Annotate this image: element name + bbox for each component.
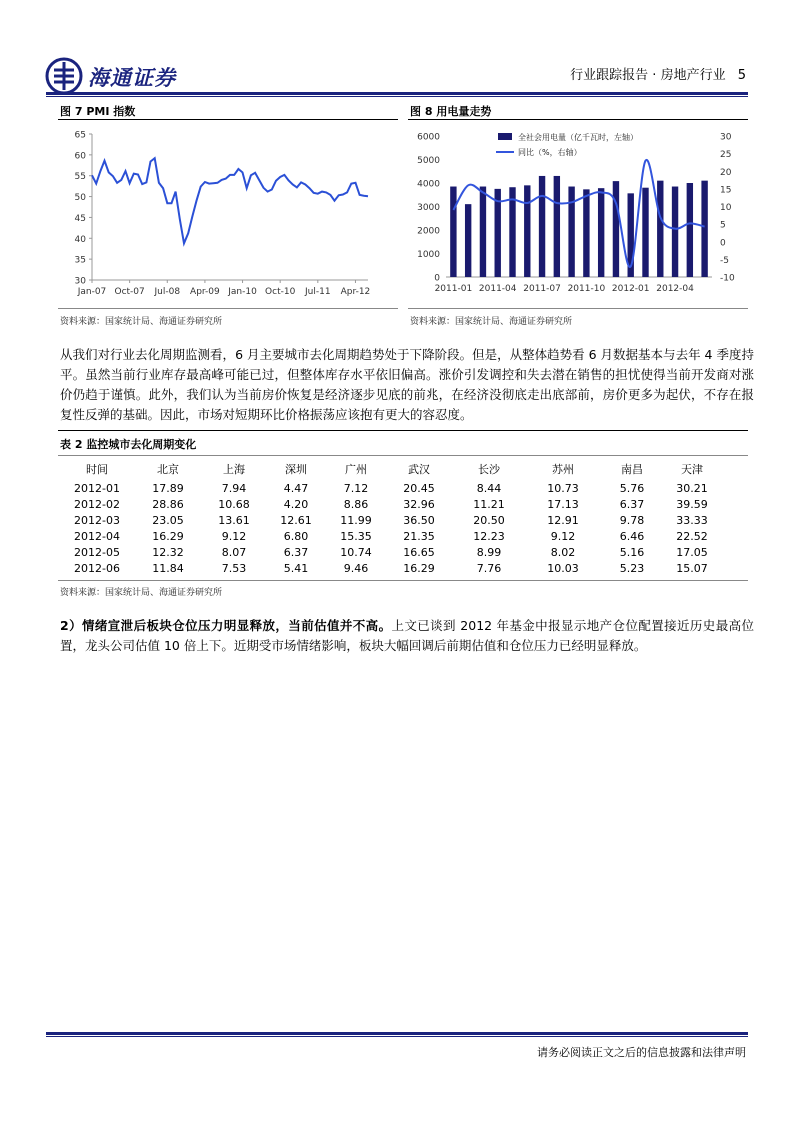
table-cell: 10.68	[218, 497, 250, 511]
y-tick-label: 30	[74, 276, 86, 287]
table-header-cell: 南昌	[621, 463, 643, 476]
table-cell: 5.23	[619, 561, 645, 575]
table-cell: 6.37	[283, 545, 309, 559]
legend-bar-swatch	[498, 133, 512, 140]
table-cell: 12.91	[547, 513, 579, 527]
y-left-tick-label: 0	[434, 273, 440, 284]
x-tick-label: Jan-07	[77, 287, 107, 297]
x-tick-label: 2012-04	[656, 284, 694, 294]
table-header-cell: 深圳	[285, 463, 307, 476]
electricity-bar	[613, 181, 619, 277]
electricity-bar	[598, 188, 604, 277]
table-cell: 13.61	[218, 513, 250, 527]
table-cell: 16.29	[152, 529, 184, 543]
table-header-cell: 天津	[681, 463, 703, 476]
table-cell: 20.45	[403, 481, 435, 495]
table2-title-rule	[58, 455, 748, 456]
x-tick-label: 2011-04	[478, 284, 517, 294]
table-cell: 4.47	[283, 481, 309, 495]
table-cell: 7.94	[221, 481, 247, 495]
y-right-tick-label: -5	[720, 255, 729, 266]
footer-divider	[46, 1032, 748, 1035]
table-cell: 39.59	[676, 497, 708, 511]
table-cell: 8.86	[343, 497, 369, 511]
legend-bar-label: 全社会用电量（亿千瓦时，左轴）	[518, 133, 638, 142]
electricity-bar	[642, 188, 648, 277]
table2-title: 表 2 监控城市去化周期变化	[60, 438, 197, 451]
table-cell: 7.53	[221, 561, 247, 575]
table-cell: 5.41	[283, 561, 309, 575]
fig8-source: 资料来源：国家统计局、海通证券研究所	[410, 317, 573, 327]
electricity-bar	[480, 187, 486, 277]
table-cell: 6.37	[619, 497, 645, 511]
table-header-row	[60, 458, 720, 480]
table-cell: 17.13	[547, 497, 579, 511]
electricity-bar	[657, 181, 663, 277]
table-cell: 4.20	[283, 497, 309, 511]
electricity-bar	[583, 189, 589, 277]
x-tick-label: Jul-11	[305, 287, 331, 297]
y-tick-label: 55	[74, 172, 86, 183]
table-cell: 8.99	[476, 545, 502, 559]
header-title	[570, 64, 746, 83]
table-header-cell: 时间	[86, 463, 108, 476]
x-tick-label: Jul-08	[154, 287, 181, 297]
table-row	[60, 560, 720, 576]
table-cell: 8.07	[221, 545, 247, 559]
fig7-source: 资料来源：国家统计局、海通证券研究所	[60, 317, 223, 327]
table-cell: 36.50	[403, 513, 435, 527]
table2-bottom-rule	[58, 580, 748, 581]
y-tick-label: 45	[74, 213, 86, 224]
logo-text: 海通证券	[88, 66, 176, 90]
y-right-tick-label: 15	[720, 185, 732, 196]
table-cell: 30.21	[676, 481, 708, 495]
table-cell: 20.50	[473, 513, 505, 527]
electricity-bar	[672, 187, 678, 277]
table-row	[60, 480, 720, 496]
fig7-top-rule	[58, 119, 398, 120]
table-cell: 5.76	[619, 481, 645, 495]
page-number: 5	[737, 68, 746, 83]
table-cell: 2012-03	[74, 513, 120, 527]
table-cell: 16.65	[403, 545, 435, 559]
y-right-tick-label: -10	[720, 273, 735, 284]
pmi-series-line	[92, 158, 368, 243]
body-paragraph-1: 从我们对行业去化周期监测看，6 月主要城市去化周期趋势处于下降阶段。但是，从整体趋势看 6 月数据基本与去年 4 季度持平。虽然当前行业库存最高峰可能已过，但整体库存水平依旧偏高。涨价引发调控和失去潜在销售的担忧使得当前开发商对涨价仍趋于谨慎。此外，我们认为当前房价恢复是经济逐步见底的前兆，在经济没彻底走出底部前，房价更多为起伏，不存在报复性反弹的基础。因此，市场对短期环比价格振荡应该抱有更大的容忍度。	[60, 347, 754, 422]
table-cell: 33.33	[676, 513, 708, 527]
table-cell: 16.29	[403, 561, 435, 575]
table-cell: 2012-06	[74, 561, 120, 575]
electricity-bar	[539, 176, 545, 277]
table-cell: 7.12	[343, 481, 369, 495]
y-left-tick-label: 5000	[417, 156, 440, 166]
y-tick-label: 65	[74, 130, 86, 141]
y-right-tick-label: 25	[720, 150, 732, 161]
fig8-top-rule	[408, 119, 748, 120]
x-tick-label: 2011-01	[434, 284, 473, 294]
y-right-tick-label: 0	[720, 238, 726, 249]
table-cell: 12.32	[152, 545, 184, 559]
y-right-tick-label: 30	[720, 132, 732, 143]
y-right-tick-label: 20	[720, 167, 732, 178]
electricity-bar	[524, 185, 530, 277]
table-cell: 11.84	[152, 561, 184, 575]
electricity-bar	[554, 176, 560, 277]
footer-divider-thin	[46, 1036, 748, 1037]
y-tick-label: 60	[74, 151, 86, 162]
table-header-cell: 苏州	[552, 463, 574, 476]
table-cell: 10.74	[340, 545, 372, 559]
table-row	[60, 496, 720, 512]
table-cell: 2012-04	[74, 529, 120, 543]
legend-line-label: 同比（%，右轴）	[518, 148, 582, 157]
electricity-bar	[701, 181, 707, 277]
yoy-series-line	[453, 160, 704, 267]
x-tick-label: Jan-10	[228, 287, 257, 297]
table-header-cell: 广州	[345, 463, 367, 476]
y-right-tick-label: 10	[720, 203, 732, 213]
table-cell: 6.46	[619, 529, 645, 543]
table-cell: 10.73	[547, 481, 579, 495]
y-tick-label: 40	[74, 234, 86, 245]
table-header-cell: 长沙	[478, 463, 500, 476]
fig7-title: 图 7 PMI 指数	[60, 105, 136, 118]
table-cell: 12.23	[473, 529, 505, 543]
table-cell: 15.07	[676, 561, 708, 575]
table-cell: 21.35	[403, 529, 435, 543]
city-destocking-table	[60, 458, 720, 576]
table-cell: 10.03	[547, 561, 579, 575]
table-cell: 5.16	[619, 545, 645, 559]
table-header-cell: 武汉	[408, 463, 430, 476]
table-header-cell: 北京	[157, 463, 179, 476]
table-cell: 15.35	[340, 529, 372, 543]
table-cell: 32.96	[403, 497, 435, 511]
table-cell: 2012-05	[74, 545, 120, 559]
report-title: 行业跟踪报告 · 房地产行业	[570, 68, 726, 83]
table-row	[60, 528, 720, 544]
table-cell: 8.02	[550, 545, 576, 559]
paragraph-2-text: 上文已谈到 2012 年基金中报显示地产仓位配置接近历史最高位置，龙头公司估值 10 倍上下。近期受市场情绪影响，板块大幅回调后前期估值和仓位压力已经明显释放。	[60, 618, 754, 653]
header-divider-thin	[46, 96, 748, 97]
x-tick-label: Oct-07	[114, 287, 145, 297]
electricity-bar	[568, 187, 574, 277]
electricity-bar	[465, 204, 471, 277]
table-cell: 12.61	[280, 513, 312, 527]
table-row	[60, 544, 720, 560]
fig8-title: 图 8 用电量走势	[410, 105, 492, 118]
table2-source: 资料来源：国家统计局、海通证券研究所	[60, 588, 223, 598]
header-divider	[46, 92, 748, 95]
table-cell: 17.05	[676, 545, 708, 559]
table-cell: 11.99	[340, 513, 372, 527]
fig8-bottom-rule	[408, 308, 748, 309]
y-left-tick-label: 1000	[417, 250, 440, 260]
table-cell: 9.46	[343, 561, 369, 575]
company-logo	[44, 56, 204, 96]
y-left-tick-label: 6000	[417, 132, 440, 143]
table-cell: 2012-01	[74, 481, 120, 495]
fig7-bottom-rule	[58, 308, 398, 309]
table-header-cell: 上海	[223, 463, 245, 476]
table-row	[60, 512, 720, 528]
table-cell: 9.12	[221, 529, 247, 543]
table-cell: 9.78	[619, 513, 645, 527]
x-tick-label: Apr-09	[190, 287, 220, 297]
y-left-tick-label: 3000	[417, 203, 440, 213]
footer-disclaimer: 请务必阅读正文之后的信息披露和法律声明	[537, 1046, 746, 1059]
x-tick-label: 2012-01	[611, 284, 650, 294]
y-tick-label: 50	[74, 193, 86, 204]
electricity-chart	[408, 122, 748, 304]
body-paragraph-2	[60, 616, 754, 656]
table-cell: 22.52	[676, 529, 708, 543]
paragraph-2-lead: 2）情绪宣泄后板块仓位压力明显释放，当前估值并不高。	[60, 618, 392, 633]
x-tick-label: 2011-10	[567, 284, 606, 294]
pmi-chart	[58, 122, 398, 304]
table-cell: 17.89	[152, 481, 184, 495]
x-tick-label: Apr-12	[340, 287, 371, 297]
y-tick-label: 35	[74, 255, 86, 266]
table-cell: 28.86	[152, 497, 184, 511]
x-tick-label: Oct-10	[265, 287, 296, 297]
y-right-tick-label: 5	[720, 220, 726, 231]
table-cell: 11.21	[473, 497, 505, 511]
table-cell: 8.44	[476, 481, 502, 495]
table-cell: 2012-02	[74, 497, 120, 511]
table-cell: 7.76	[476, 561, 502, 575]
y-left-tick-label: 4000	[417, 179, 440, 190]
table-cell: 6.80	[283, 529, 309, 543]
y-left-tick-label: 2000	[417, 226, 440, 237]
electricity-bar	[450, 187, 456, 277]
electricity-bar	[687, 183, 693, 277]
table-cell: 23.05	[152, 513, 184, 527]
x-tick-label: 2011-07	[523, 284, 561, 294]
table2-top-rule	[58, 430, 748, 431]
table-cell: 9.12	[550, 529, 576, 543]
